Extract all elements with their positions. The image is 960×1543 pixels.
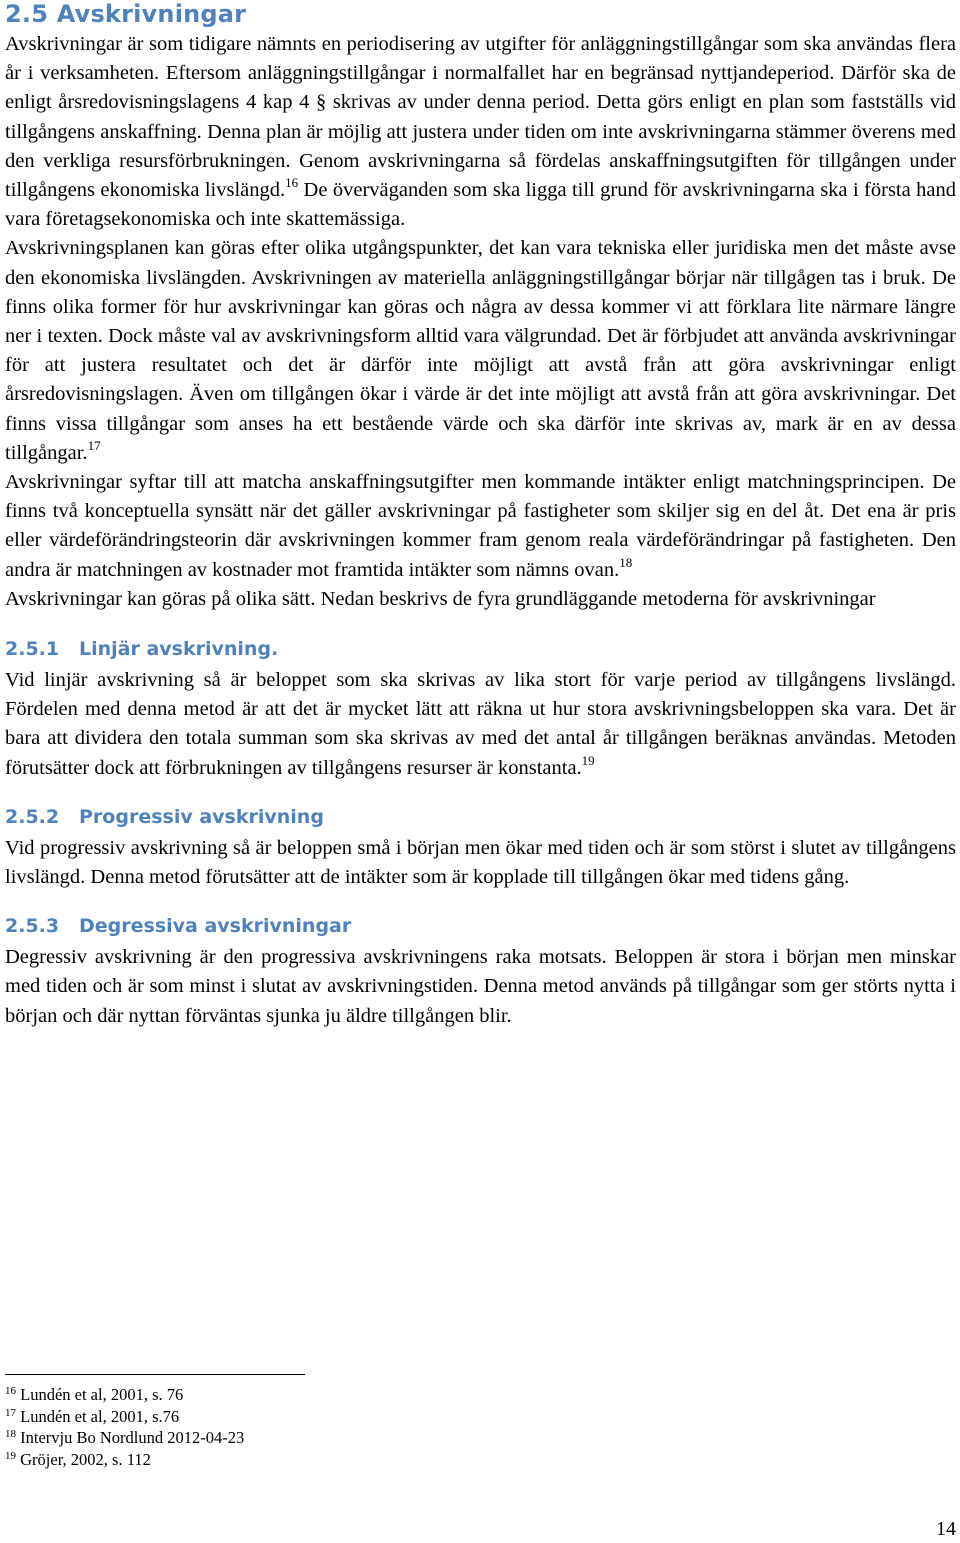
footnote-number: 19 — [5, 1449, 16, 1462]
intro-text-continued: De överväganden som ska ligga till grund för avskrivningarna ska i första hand vara företagsekonomiska och inte skattemässiga. — [5, 179, 956, 231]
paragraph-matchning — [5, 468, 956, 585]
footnote-divider — [5, 1374, 305, 1375]
footnote-number: 16 — [5, 1385, 16, 1397]
footnote-17 — [5, 1406, 605, 1428]
subsection-number: 2.5.3 — [5, 915, 60, 938]
subsection-heading-linjar — [5, 637, 956, 661]
section-number: 2.5 — [5, 0, 49, 28]
footnote-text: Lundén et al, 2001, s. 76 — [20, 1385, 184, 1404]
footnote-ref-18[interactable]: 18 — [619, 554, 633, 570]
section-title: Avskrivningar — [56, 0, 247, 28]
paragraph-text: Vid progressiv avskrivning så är beloppen små i början men ökar med tiden och är som störst i slutet av tillgångens livslängd. Denna metod förutsätter att de intäkter som är kopplade till tillgången ökar med tidens gång. — [5, 836, 956, 889]
subsection-number: 2.5.2 — [5, 805, 60, 828]
intro-paragraph — [5, 30, 956, 234]
footnote-19 — [5, 1449, 605, 1471]
footnote-ref-16[interactable]: 16 — [285, 175, 299, 191]
footnote-ref-17[interactable]: 17 — [87, 437, 101, 453]
paragraph-text: Degressiv avskrivning är den progressiva avskrivningens raka motsats. Beloppen är stora i början men minskar med tiden och är som minst i slutat av avskrivningstiden. Denna metod används på tillgångar som ger störts nytta i början och där nyttan förväntas sjunka ju äldre tillgången blir. — [5, 946, 956, 1027]
paragraph-text: Avskrivningsplanen kan göras efter olika utgångspunkter, det kan vara tekniska eller juridiska men det måste avse den ekonomiska livslängden. Avskrivningen av materiella anläggningstillgångar börjar när tillgågen tas i bruk. De finns olika former för hur avskrivningar kan göras och några av dessa kommer vi att förklara lite närmare längre ner i texten. Dock måste val av avskrivningsform alltid vara välgrundad. Det är förbjudet att använda avskrivningar för att justera resultatet och det är därför inte möjligt att avstå från att göra avskrivningar enligt årsredovisningslagen. Även om tillgången ökar i värde är det inte möjligt att avstå från att göra avskrivningar. Det finns vissa tillgångar som anses ha ett bestående värde och ska därför inte skrivas av, mark är en av dessa tillgångar. — [5, 237, 956, 464]
subsection-title: Degressiva avskrivningar — [79, 915, 352, 938]
subsection-heading-degressiva — [5, 914, 956, 938]
subsection-number: 2.5.1 — [5, 638, 60, 661]
footnote-text: Intervju Bo Nordlund 2012-04-23 — [20, 1428, 245, 1447]
paragraph-text: Vid linjär avskrivning så är beloppet som ska skrivas av lika stort för varje period av tillgångens livslängd. Fördelen med denna metod är att det är mycket lätt att räkna ut hur stora avskrivningsbeloppen ska vara. Det är bara att dividera den totala summan som ska skrivas av med det antal år tillgången beräknas användas. Metoden förutsätter dock att förbrukningen av tillgångens resurser är konstanta. — [5, 669, 956, 779]
footnote-text: Lundén et al, 2001, s.76 — [20, 1406, 180, 1426]
paragraph-metoder — [5, 585, 956, 614]
paragraph-avskrivningsplanen — [5, 234, 956, 468]
subsection-title: Progressiv avskrivning — [79, 805, 324, 828]
footnotes — [5, 1384, 605, 1470]
footnote-number: 17 — [5, 1406, 16, 1419]
subsection-title: Linjär avskrivning. — [79, 638, 279, 661]
intro-text: Avskrivningar är som tidigare nämnts en periodisering av utgifter för anläggningstillgångar som ska användas flera år i verksamheten. Eftersom anläggningstillgångar i normalfallet har en begränsad nyttjandeperiod. Därför ska de enligt årsredovisningslagens 4 kap 4 § skrivas av under denna period. Detta görs enligt en plan som fastställs vid tillgångens anskaffning. Denna plan är möjlig att justera under tiden om inte avskrivningarna stämmer överens med den verkliga resursförbrukningen. Genom avskrivningarna så fördelas anskaffningsutgiften för tillgången under tillgångens ekonomiska livslängd. — [5, 33, 956, 202]
footnote-18 — [5, 1427, 605, 1449]
page-number: 14 — [936, 1518, 956, 1540]
footnote-number: 18 — [5, 1428, 16, 1440]
section-heading — [5, 0, 956, 30]
subsection-heading-progressiv — [5, 805, 956, 829]
footnote-16 — [5, 1384, 605, 1406]
footnote-ref-19[interactable]: 19 — [581, 752, 595, 768]
subsection-paragraph-degressiva — [5, 943, 956, 1031]
paragraph-text: Avskrivningar kan göras på olika sätt. Nedan beskrivs de fyra grundläggande metoderna för avskrivningar — [5, 587, 876, 610]
paragraph-text: Avskrivningar syftar till att matcha anskaffningsutgifter men kommande intäkter enligt matchningsprincipen. De finns två konceptuella synsätt när det gäller avskrivningar på fastigheter som skiljer sig en del åt. Det ena är pris eller värdeförändringsteorin där avskrivningen kommer fram genom reala värdeförändringar på fastigheten. Den andra är matchningen av kostnader mot framtida intäkter som nämns ovan. — [5, 471, 956, 581]
subsection-paragraph-linjar — [5, 666, 956, 783]
footnote-text: Gröjer, 2002, s. 112 — [20, 1449, 151, 1469]
subsection-paragraph-progressiv — [5, 834, 956, 892]
